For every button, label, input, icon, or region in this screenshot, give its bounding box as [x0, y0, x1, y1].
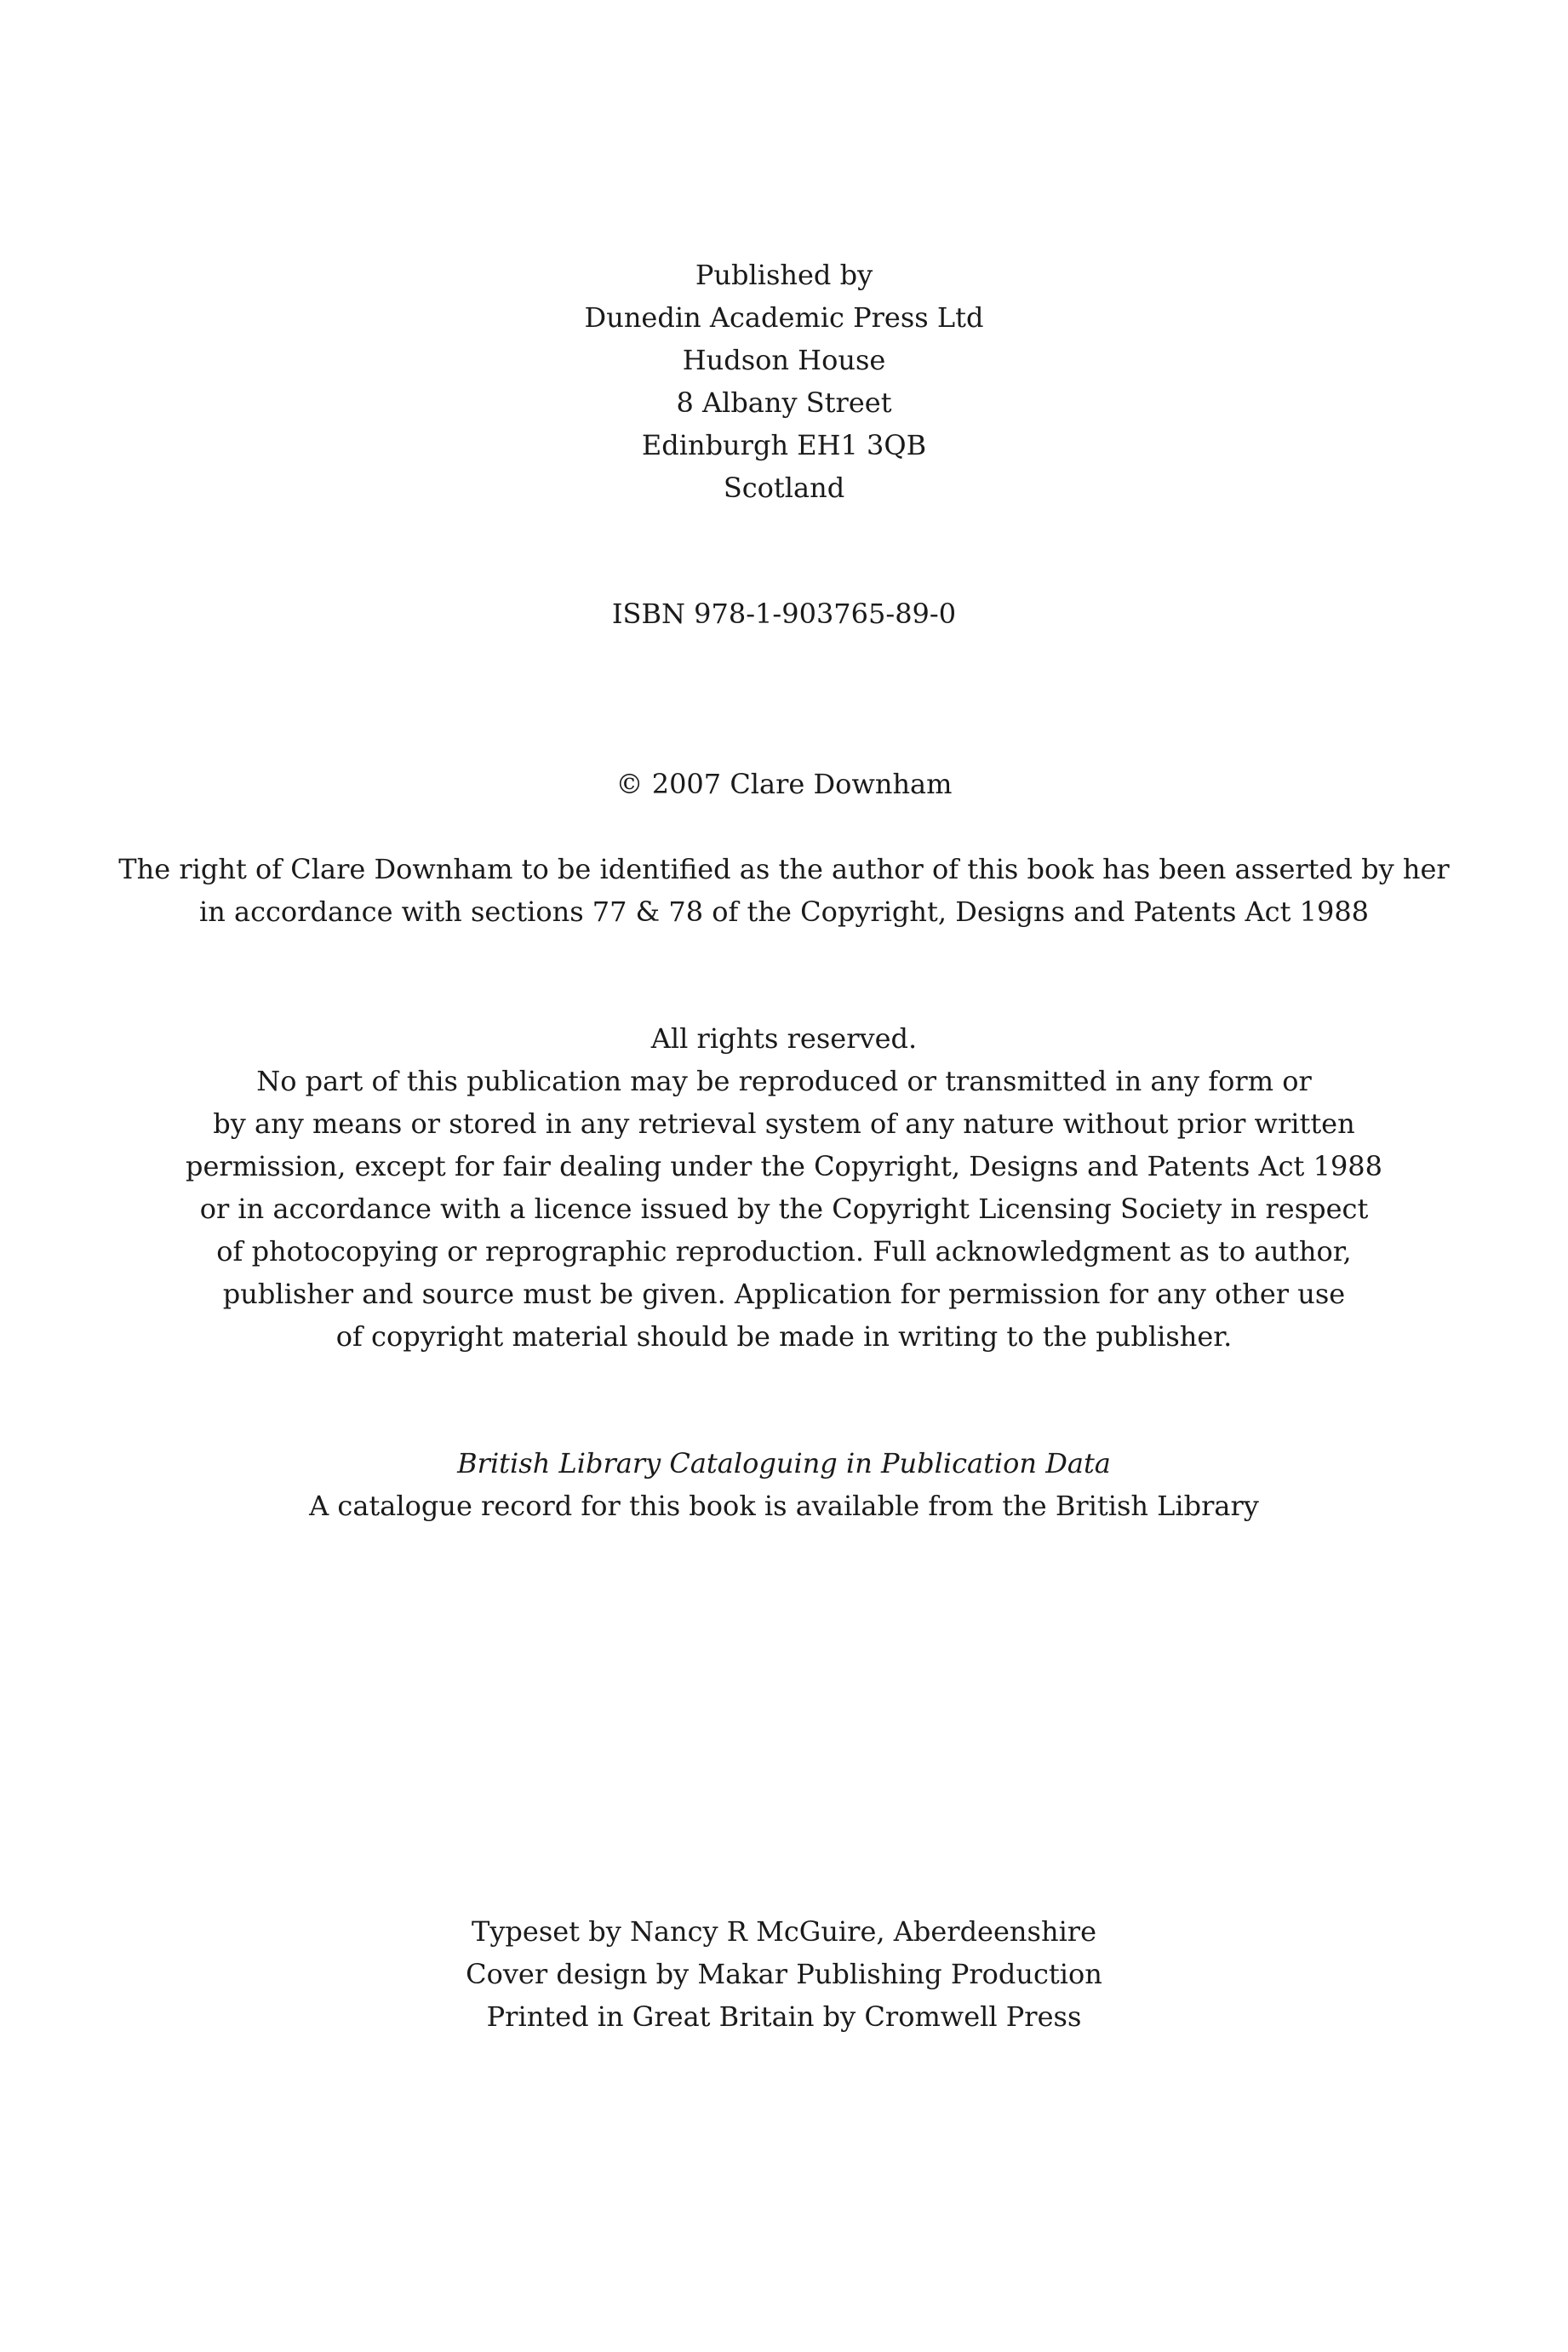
rights-line: of copyright material should be made in writing to the publisher.	[335, 1320, 1233, 1353]
rights-line: publisher and source must be given. Application for permission for any other use	[222, 1278, 1346, 1310]
rights-line: of photocopying or reprographic reproduction. Full acknowledgment as to author,	[216, 1235, 1352, 1268]
isbn-block	[0, 592, 1568, 635]
publisher-street: 8 Albany Street	[676, 386, 892, 419]
isbn: ISBN 978-1-903765-89-0	[611, 598, 957, 630]
rights-line: permission, except for fair dealing under the Copyright, Designs and Patents Act 1988	[185, 1150, 1383, 1182]
moral-rights-line: The right of Clare Downham to be identified as the author of this book has been asserted by her	[118, 853, 1450, 885]
publisher-city: Edinburgh EH1 3QB	[641, 429, 927, 461]
publisher-building: Hudson House	[682, 344, 886, 376]
copyright-block	[0, 763, 1568, 805]
rights-reserved-statement	[0, 1017, 1568, 1358]
rights-heading: All rights reserved.	[650, 1022, 918, 1055]
cataloguing-data	[0, 1442, 1568, 1527]
production-credits	[0, 1910, 1568, 2038]
moral-rights-statement	[0, 848, 1568, 933]
publisher-name: Dunedin Academic Press Ltd	[584, 301, 984, 334]
publisher-address	[0, 254, 1568, 509]
cip-text: A catalogue record for this book is available from the British Library	[309, 1490, 1259, 1522]
moral-rights-line: in accordance with sections 77 & 78 of the Copyright, Designs and Patents Act 1988	[198, 896, 1370, 928]
publisher-line: Published by	[695, 259, 873, 291]
cip-heading: British Library Cataloguing in Publication Data	[457, 1447, 1111, 1479]
typesetter-credit: Typeset by Nancy R McGuire, Aberdeenshire	[471, 1915, 1097, 1948]
rights-line: No part of this publication may be reproduced or transmitted in any form or	[256, 1065, 1312, 1097]
rights-line: or in accordance with a licence issued by the Copyright Licensing Society in respect	[199, 1193, 1369, 1225]
cover-design-credit: Cover design by Makar Publishing Production	[466, 1958, 1102, 1990]
publisher-country: Scotland	[723, 472, 845, 504]
copyright-notice: © 2007 Clare Downham	[615, 768, 953, 800]
rights-line: by any means or stored in any retrieval system of any nature without prior written	[213, 1107, 1355, 1140]
printer-credit: Printed in Great Britain by Cromwell Press	[486, 2000, 1082, 2033]
